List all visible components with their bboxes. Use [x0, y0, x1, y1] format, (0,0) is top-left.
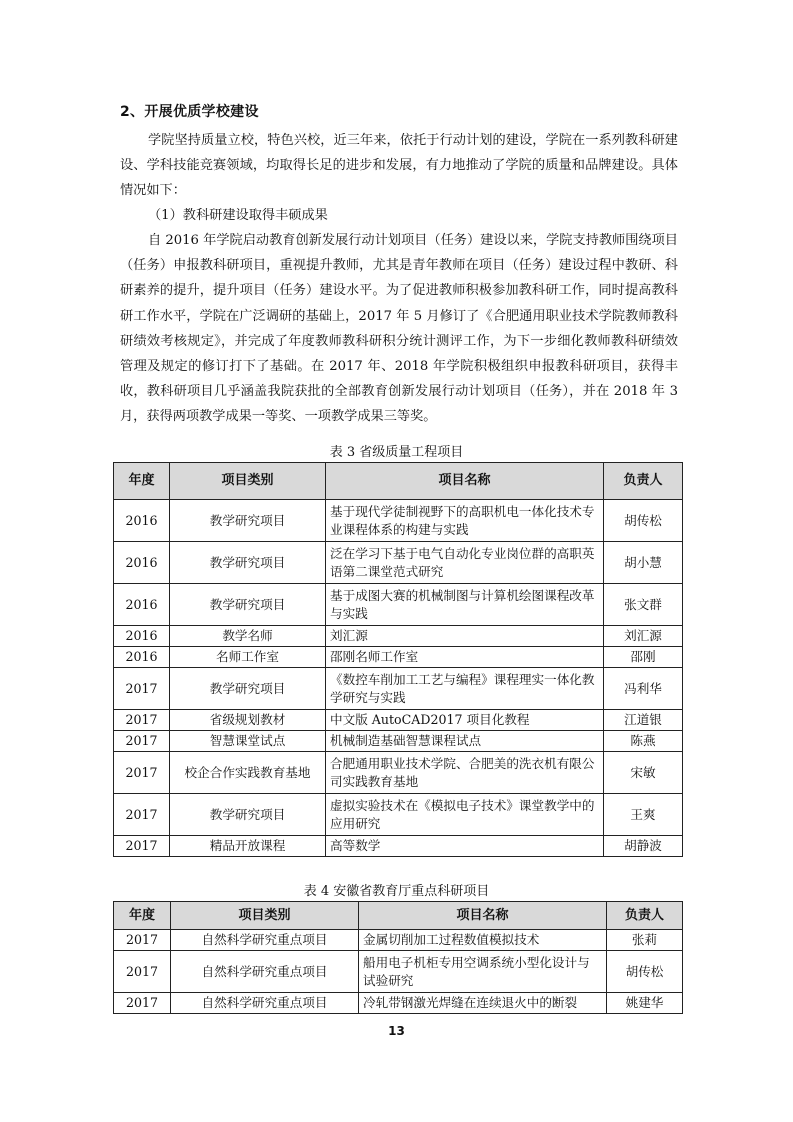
header-category: 项目类别: [170, 463, 326, 500]
cell-project-name: 机械制造基础智慧课程试点: [326, 731, 604, 752]
cell-category: 省级规划教材: [170, 710, 326, 731]
table-row: [114, 668, 683, 710]
cell-project-name: 刘汇源: [326, 626, 604, 647]
cell-year: 2016: [114, 542, 170, 584]
cell-owner: 胡传松: [604, 500, 683, 542]
cell-owner: 张莉: [607, 930, 683, 951]
cell-year: 2017: [114, 752, 170, 794]
key-research-table: [113, 901, 683, 1014]
cell-owner: 邵刚: [604, 647, 683, 668]
cell-year: 2017: [114, 930, 171, 951]
table-row: [114, 647, 683, 668]
page-number: 13: [388, 1024, 405, 1038]
table-row: [114, 500, 683, 542]
table2-caption: 表 4 安徽省教育厅重点科研项目: [303, 884, 490, 899]
cell-project-name: 冷轧带钢激光焊缝在连续退火中的断裂: [359, 993, 607, 1014]
table-row: [114, 626, 683, 647]
header-project-name: 项目名称: [359, 902, 607, 930]
cell-category: 名师工作室: [170, 647, 326, 668]
cell-category: 教学研究项目: [170, 794, 326, 836]
cell-year: 2017: [114, 951, 171, 993]
cell-owner: 胡静波: [604, 836, 683, 857]
section-heading: 2、开展优质学校建设: [120, 104, 259, 120]
cell-owner: 胡传松: [607, 951, 683, 993]
cell-year: 2017: [114, 668, 170, 710]
table1-caption: 表 3 省级质量工程项目: [329, 445, 464, 460]
cell-year: 2017: [114, 710, 170, 731]
cell-year: 2016: [114, 584, 170, 626]
table-row: [114, 993, 683, 1014]
cell-owner: 冯利华: [604, 668, 683, 710]
cell-category: 精品开放课程: [170, 836, 326, 857]
cell-category: 校企合作实践教育基地: [170, 752, 326, 794]
cell-owner: 刘汇源: [604, 626, 683, 647]
cell-year: 2016: [114, 500, 170, 542]
cell-category: 教学研究项目: [170, 542, 326, 584]
table-header-row: [114, 463, 683, 500]
cell-year: 2017: [114, 794, 170, 836]
header-project-name: 项目名称: [326, 463, 604, 500]
cell-project-name: 邵刚名师工作室: [326, 647, 604, 668]
cell-project-name: 金属切削加工过程数值模拟技术: [359, 930, 607, 951]
cell-project-name: 合肥通用职业技术学院、合肥美的洗衣机有限公司实践教育基地: [326, 752, 604, 794]
subsection-heading: （1）教科研建设取得丰硕成果: [148, 208, 328, 223]
cell-category: 教学研究项目: [170, 668, 326, 710]
cell-category: 教学研究项目: [170, 584, 326, 626]
cell-project-name: 虚拟实验技术在《模拟电子技术》课堂教学中的应用研究: [326, 794, 604, 836]
cell-year: 2017: [114, 836, 170, 857]
cell-category: 教学名师: [170, 626, 326, 647]
header-year: 年度: [114, 463, 170, 500]
table-row: [114, 752, 683, 794]
cell-project-name: 基于成图大赛的机械制图与计算机绘图课程改革与实践: [326, 584, 604, 626]
cell-project-name: 中文版 AutoCAD2017 项目化教程: [326, 710, 604, 731]
cell-project-name: 基于现代学徒制视野下的高职机电一体化技术专业课程体系的构建与实践: [326, 500, 604, 542]
cell-owner: 江道银: [604, 710, 683, 731]
cell-owner: 胡小慧: [604, 542, 683, 584]
cell-owner: 姚建华: [607, 993, 683, 1014]
cell-owner: 宋敏: [604, 752, 683, 794]
table-header-row: [114, 902, 683, 930]
table-row: [114, 951, 683, 993]
cell-category: 自然科学研究重点项目: [171, 930, 359, 951]
cell-project-name: 船用电子机柜专用空调系统小型化设计与试验研究: [359, 951, 607, 993]
intro-paragraph: 学院坚持质量立校，特色兴校，近三年来，依托于行动计划的建设，学院在一系列教科研建设、学科技能竞赛领域，均取得长足的进步和发展，有力地推动了学院的质量和品牌建设。具体情况如下：: [120, 133, 678, 199]
cell-year: 2017: [114, 993, 171, 1014]
provincial-quality-table: [113, 462, 683, 857]
cell-project-name: 《数控车削加工工艺与编程》课程理实一体化教学研究与实践: [326, 668, 604, 710]
header-owner: 负责人: [607, 902, 683, 930]
cell-owner: 王爽: [604, 794, 683, 836]
cell-category: 教学研究项目: [170, 500, 326, 542]
header-year: 年度: [114, 902, 171, 930]
cell-year: 2017: [114, 731, 170, 752]
table-row: [114, 836, 683, 857]
table-row: [114, 930, 683, 951]
cell-project-name: 高等数学: [326, 836, 604, 857]
cell-year: 2016: [114, 647, 170, 668]
table-row: [114, 710, 683, 731]
cell-project-name: 泛在学习下基于电气自动化专业岗位群的高职英语第二课堂范式研究: [326, 542, 604, 584]
table-row: [114, 542, 683, 584]
header-owner: 负责人: [604, 463, 683, 500]
header-category: 项目类别: [171, 902, 359, 930]
cell-category: 自然科学研究重点项目: [171, 993, 359, 1014]
cell-owner: 陈燕: [604, 731, 683, 752]
cell-category: 智慧课堂试点: [170, 731, 326, 752]
table-row: [114, 584, 683, 626]
cell-year: 2016: [114, 626, 170, 647]
table-row: [114, 794, 683, 836]
cell-owner: 张文群: [604, 584, 683, 626]
table-row: [114, 731, 683, 752]
cell-category: 自然科学研究重点项目: [171, 951, 359, 993]
body-paragraph: 自 2016 年学院启动教育创新发展行动计划项目（任务）建设以来，学院支持教师围绕项目（任务）申报教科研项目，重视提升教师，尤其是青年教师在项目（任务）建设过程中教研、科研素养的提升，提升项目（任务）建设水平。为了促进教师积极参加教科研工作，同时提高教科研工作水平，学院在广泛调研的基础上，2017 年 5 月修订了《合肥通用职业技术学院教师教科研绩效考核规定》，并完成了年度教师教科研积分统计测评工作，为下一步细化教师教科研绩效管理及规定的修订打下了基础。在 2017 年、2018 年学院积极组织申报教科研项目，获得丰收，教科研项目几乎涵盖我院获批的全部教育创新发展行动计划项目（任务），并在 2018 年 3 月，获得两项教学成果一等奖、一项教学成果三等奖。: [120, 233, 678, 425]
